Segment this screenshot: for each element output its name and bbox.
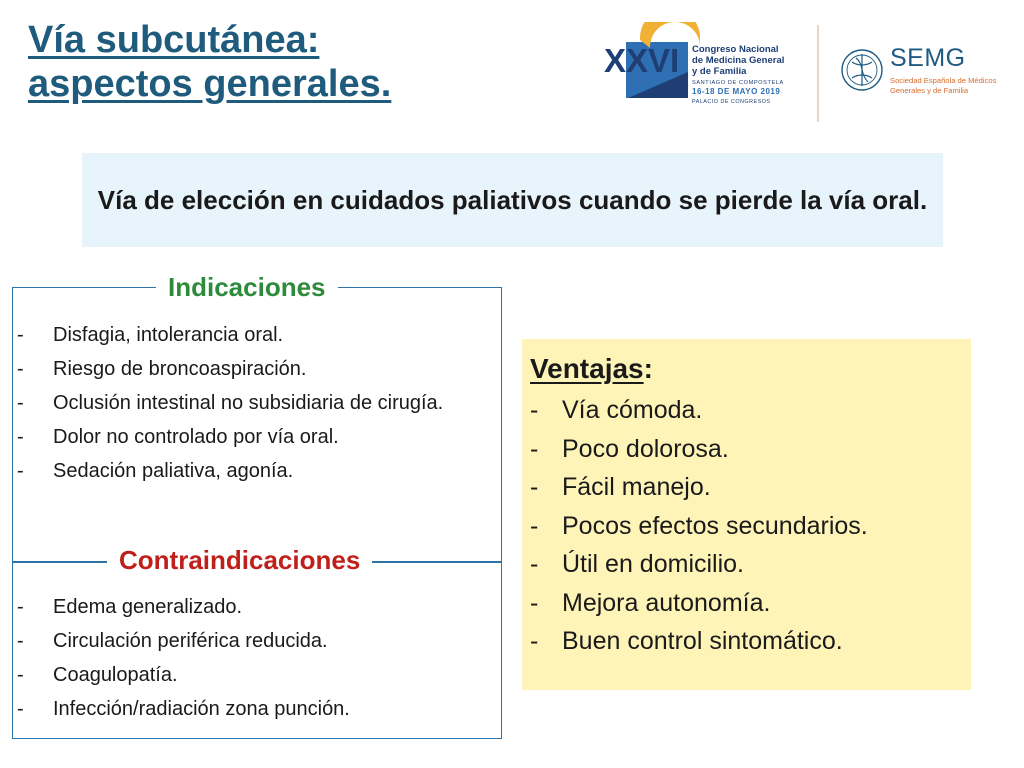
slide-title-line-1: Vía subcutánea: <box>28 19 320 61</box>
semg-logo <box>840 40 997 100</box>
contraindication-text: Infección/radiación zona punción. <box>53 698 350 720</box>
contraindication-item <box>13 590 501 624</box>
advantage-text: Pocos efectos secundarios. <box>562 511 868 540</box>
slide-title <box>28 18 391 106</box>
indication-item <box>13 420 501 454</box>
advantages-heading-text: Ventajas <box>530 353 644 384</box>
advantage-text: Útil en domicilio. <box>562 550 745 578</box>
semg-brand: SEMG <box>890 44 966 72</box>
advantage-text: Fácil manejo. <box>562 473 711 501</box>
logo-numeral: XXVI <box>604 42 680 79</box>
contraindication-text: Coagulopatía. <box>53 664 178 686</box>
semg-seal-icon <box>840 48 884 92</box>
list-marker: - <box>530 550 539 578</box>
key-message-banner <box>82 153 943 247</box>
list-marker: - <box>530 627 539 655</box>
indication-item <box>13 454 501 488</box>
list-marker: - <box>530 588 539 617</box>
list-marker: - <box>17 324 24 346</box>
advantage-text: Buen control sintomático. <box>562 627 843 655</box>
indications-heading: Indicaciones <box>156 272 338 302</box>
semg-subtitle-line-2: Generales y de Familia <box>890 86 969 95</box>
indication-text: Oclusión intestinal no subsidiaria de cirugía. <box>53 392 444 414</box>
advantage-item <box>530 584 963 623</box>
advantage-item <box>530 430 963 469</box>
indication-text: Dolor no controlado por vía oral. <box>53 426 339 448</box>
contraindications-heading: Contraindicaciones <box>107 545 372 575</box>
logo-dates: 16-18 DE MAYO 2019 <box>692 87 781 96</box>
contraindication-item <box>13 692 501 726</box>
advantage-text: Poco dolorosa. <box>562 434 729 463</box>
list-marker: - <box>17 664 24 686</box>
indications-panel <box>12 272 502 739</box>
advantage-text: Vía cómoda. <box>562 396 703 424</box>
semg-subtitle <box>890 76 996 96</box>
advantage-item <box>530 507 963 546</box>
advantage-item <box>530 391 963 430</box>
indication-text: Disfagia, intolerancia oral. <box>53 324 284 346</box>
indication-item <box>13 352 501 386</box>
advantages-heading-colon: : <box>643 353 653 384</box>
indication-item <box>13 386 501 420</box>
indication-text: Riesgo de broncoaspiración. <box>53 358 307 380</box>
contraindication-item <box>13 658 501 692</box>
logo-congress-line-3: y de Familia <box>692 66 747 77</box>
slide-title-line-2: aspectos generales. <box>28 63 392 105</box>
list-marker: - <box>530 473 539 501</box>
list-marker: - <box>530 396 539 424</box>
list-marker: - <box>17 698 24 720</box>
logo-congress-line-2: de Medicina General <box>692 55 785 66</box>
contraindication-item <box>13 624 501 658</box>
list-marker: - <box>530 511 539 540</box>
indication-item <box>13 318 501 352</box>
logo-congress-line-1: Congreso Nacional <box>692 44 779 55</box>
contraindications-list <box>13 590 501 726</box>
contraindication-text: Circulación periférica reducida. <box>53 630 328 652</box>
indications-list <box>13 318 501 488</box>
advantage-item <box>530 545 963 584</box>
contraindication-text: Edema generalizado. <box>53 596 243 618</box>
list-marker: - <box>530 434 539 463</box>
list-marker: - <box>17 392 24 414</box>
advantage-item <box>530 622 963 661</box>
list-marker: - <box>17 630 24 652</box>
advantage-item <box>530 468 963 507</box>
semg-subtitle-line-1: Sociedad Española de Médicos <box>890 76 997 85</box>
logo-venue: PALACIO DE CONGRESOS <box>692 99 771 105</box>
list-marker: - <box>17 596 24 618</box>
advantage-text: Mejora autonomía. <box>562 588 771 617</box>
advantages-box <box>522 339 971 690</box>
logo-city: SANTIAGO DE COMPOSTELA <box>692 80 784 86</box>
logo-divider <box>817 25 819 122</box>
list-marker: - <box>17 426 24 448</box>
advantages-list <box>530 391 963 661</box>
list-marker: - <box>17 358 24 380</box>
key-message-text: Vía de elección en cuidados paliativos cuando se pierde la vía oral. <box>97 185 928 215</box>
congress-logo <box>600 22 800 122</box>
advantages-heading <box>530 349 963 389</box>
indication-text: Sedación paliativa, agonía. <box>53 460 294 482</box>
list-marker: - <box>17 460 24 482</box>
